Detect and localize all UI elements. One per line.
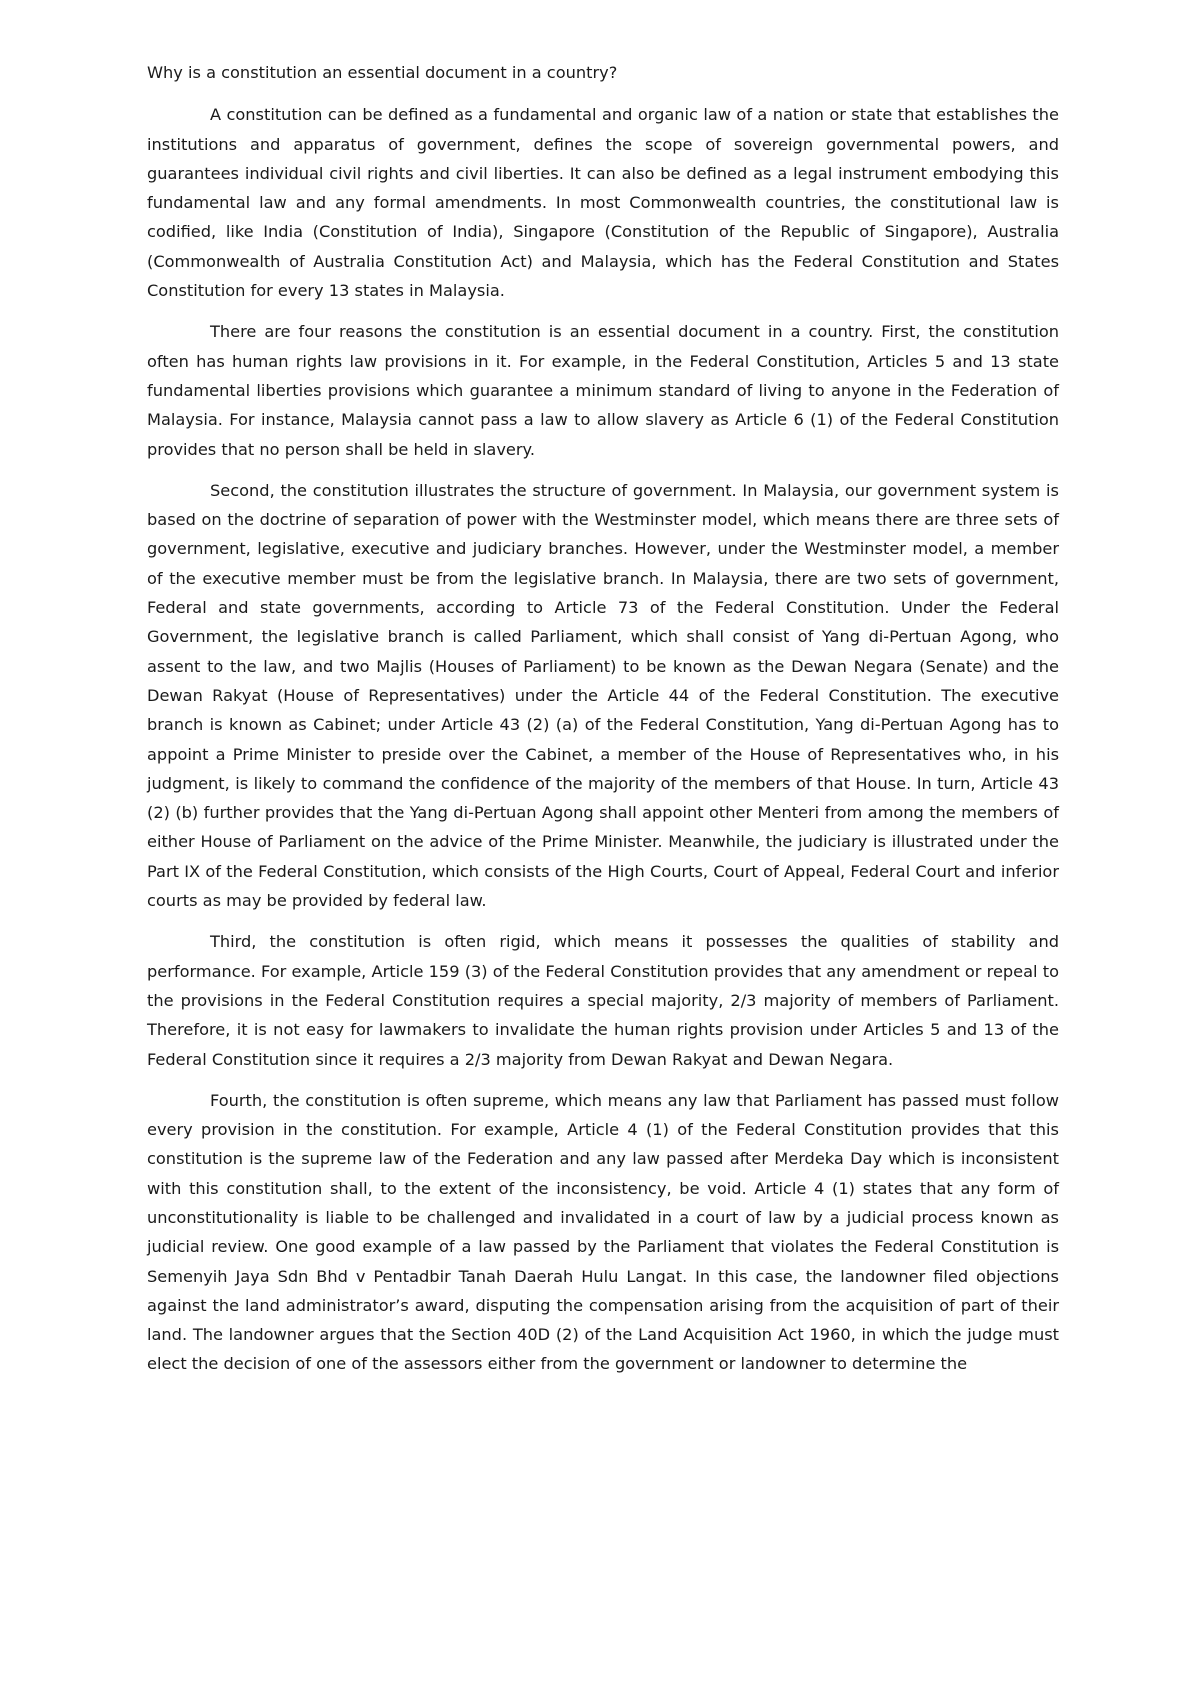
- paragraph-definition: A constitution can be defined as a fundamental and organic law of a nation or state that establishes the institutions and apparatus of government, defines the scope of sovereign governmental powers, and guarantees individual civil rights and civil liberties. It can also be defined as a legal instrument embodying this fundamental law and any formal amendments. In most Commonwealth countries, the constitutional law is codified, like India (Constitution of India), Singapore (Constitution of the Republic of Singapore), Australia (Commonwealth of Australia Constitution Act) and Malaysia, which has the Federal Constitution and States Constitution for every 13 states in Malaysia.: [147, 105, 1059, 301]
- paragraph-second-reason: Second, the constitution illustrates the structure of government. In Malaysia, our government system is based on the doctrine of separation of power with the Westminster model, which means there are three sets of government, legislative, executive and judiciary branches. However, under the Westminster model, a member of the executive member must be from the legislative branch. In Malaysia, there are two sets of government, Federal and state governments, according to Article 73 of the Federal Constitution. Under the Federal Government, the legislative branch is called Parliament, which shall consist of Yang di-Pertuan Agong, who assent to the law, and two Majlis (Houses of Parliament) to be known as the Dewan Negara (Senate) and the Dewan Rakyat (House of Representatives) under the Article 44 of the Federal Constitution. The executive branch is known as Cabinet; under Article 43 (2) (a) of the Federal Constitution, Yang di-Pertuan Agong has to appoint a Prime Minister to preside over the Cabinet, a member of the House of Representatives who, in his judgment, is likely to command the confidence of the majority of the members of that House. In turn, Article 43 (2) (b) further provides that the Yang di-Pertuan Agong shall appoint other Menteri from among the members of either House of Parliament on the advice of the Prime Minister. Meanwhile, the judiciary is illustrated under the Part IX of the Federal Constitution, which consists of the High Courts, Court of Appeal, Federal Court and inferior courts as may be provided by federal law.: [147, 480, 1059, 911]
- paragraph-first-reason: There are four reasons the constitution is an essential document in a country. First, the constitution often has human rights law provisions in it. For example, in the Federal Constitution, Articles 5 and 13 state fundamental liberties provisions which guarantee a minimum standard of living to anyone in the Federation of Malaysia. For instance, Malaysia cannot pass a law to allow slavery as Article 6 (1) of the Federal Constitution provides that no person shall be held in slavery.: [147, 322, 1059, 459]
- paragraph-fourth-reason: Fourth, the constitution is often supreme, which means any law that Parliament has passed must follow every provision in the constitution. For example, Article 4 (1) of the Federal Constitution provides that this constitution is the supreme law of the Federation and any law passed after Merdeka Day which is inconsistent with this constitution shall, to the extent of the inconsistency, be void. Article 4 (1) states that any form of unconstitutionality is liable to be challenged and invalidated in a court of law by a judicial process known as judicial review. One good example of a law passed by the Parliament that violates the Federal Constitution is Semenyih Jaya Sdn Bhd v Pentadbir Tanah Daerah Hulu Langat. In this case, the landowner filed objections against the land administrator’s award, disputing the compensation arising from the acquisition of part of their land. The landowner argues that the Section 40D (2) of the Land Acquisition Act 1960, in which the judge must elect the decision of one of the assessors either from the government or landowner to determine the: [147, 1090, 1059, 1374]
- essay-question: Why is a constitution an essential document in a country?: [147, 63, 618, 82]
- paragraph-third-reason: Third, the constitution is often rigid, which means it possesses the qualities of stability and performance. For example, Article 159 (3) of the Federal Constitution provides that any amendment or repeal to the provisions in the Federal Constitution requires a special majority, 2/3 majority of members of Parliament. Therefore, it is not easy for lawmakers to invalidate the human rights provision under Articles 5 and 13 of the Federal Constitution since it requires a 2/3 majority from Dewan Rakyat and Dewan Negara.: [147, 932, 1059, 1069]
